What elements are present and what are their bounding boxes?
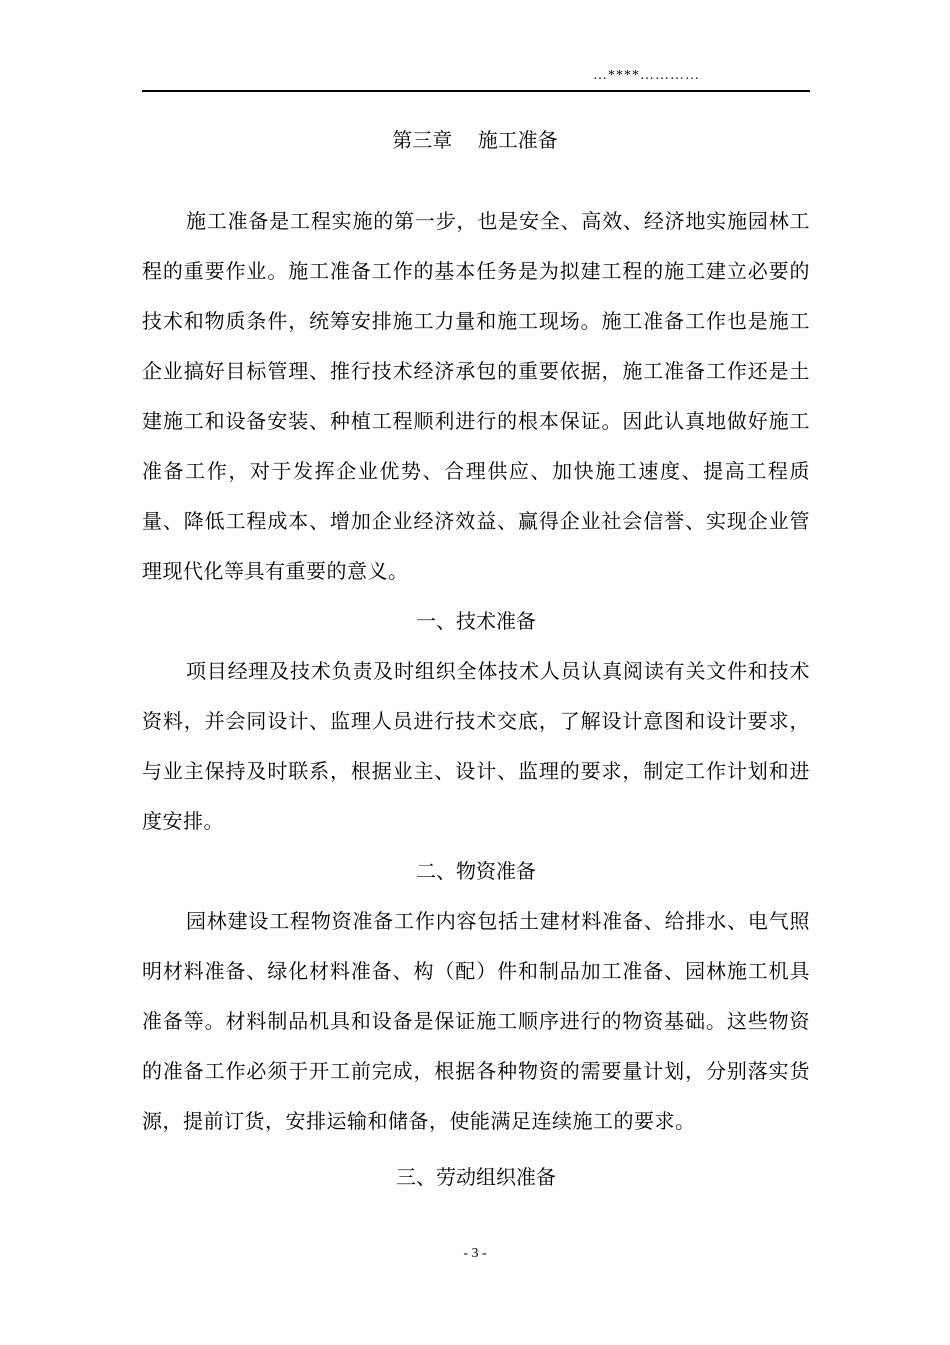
intro-paragraph: 施工准备是工程实施的第一步，也是安全、高效、经济地实施园林工程的重要作业。施工准备工作的基本任务是为拟建工程的施工建立必要的技术和物质条件，统筹安排施工力量和施工现场。施工准备工作也是施工企业搞好目标管理、推行技术经济承包的重要依据，施工准备工作还是土建施工和设备安装、种植工程顺利进行的根本保证。因此认真地做好施工准备工作，对于发挥企业优势、合理供应、加快施工速度、提高工程质量、降低工程成本、增加企业经济效益、赢得企业社会信誉、实现企业管理现代化等具有重要的意义。 bbox=[142, 209, 810, 583]
section-heading-materials: 二、物资准备 bbox=[416, 859, 536, 883]
header-text: …****………… bbox=[593, 68, 700, 83]
document-body bbox=[142, 196, 810, 1202]
section-heading-technical: 一、技术准备 bbox=[416, 609, 536, 633]
chapter-title: 第三章 施工准备 bbox=[392, 128, 558, 152]
section-paragraph-materials: 园林建设工程物资准备工作内容包括土建材料准备、给排水、电气照明材料准备、绿化材料准备、构（配）件和制品加工准备、园林施工机具准备等。材料制品机具和设备是保证施工顺序进行的物资基础。这些物资的准备工作必须于开工前完成，根据各种物资的需要量计划，分别落实货源，提前订货，安排运输和储备，使能满足连续施工的要求。 bbox=[142, 909, 810, 1133]
page-number: - 3 - bbox=[463, 1246, 487, 1261]
section-paragraph-technical: 项目经理及技术负责及时组织全体技术人员认真阅读有关文件和技术资料，并会同设计、监理人员进行技术交底，了解设计意图和设计要求，与业主保持及时联系，根据业主、设计、监理的要求，制定工作计划和进度安排。 bbox=[142, 659, 810, 833]
page-header bbox=[142, 60, 810, 92]
section-heading-labor: 三、劳动组织准备 bbox=[396, 1165, 556, 1189]
